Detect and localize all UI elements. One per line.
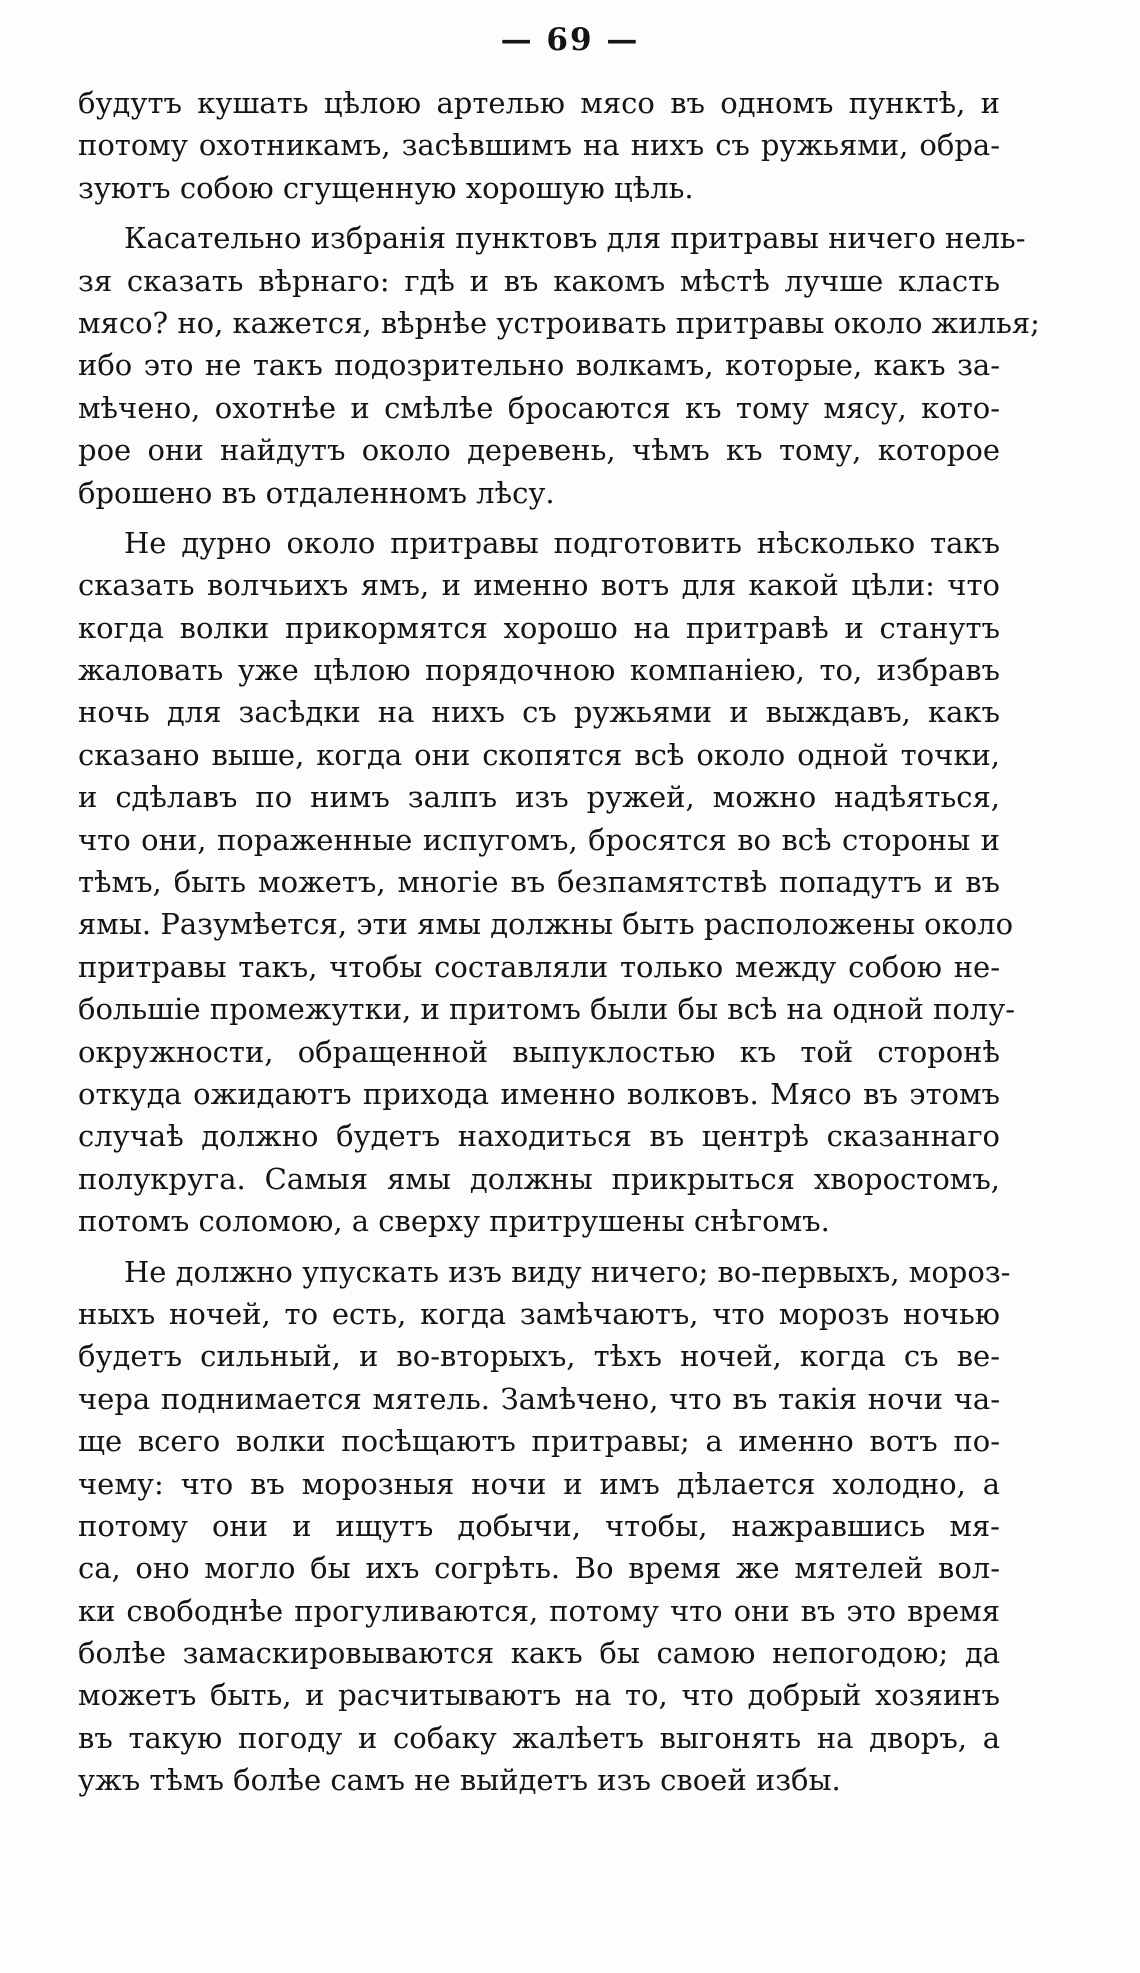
text-line: мѣчено, охотнѣе и смѣлѣе бросаются къ тому мясу, кото-	[78, 390, 1000, 425]
text-line: ще всего волки посѣщаютъ притравы; а именно вотъ по-	[78, 1424, 1000, 1459]
text-line: зя сказать вѣрнаго: гдѣ и въ какомъ мѣстѣ лучше класть	[78, 263, 1000, 298]
text-line: Не дурно около притравы подготовить нѣсколько такъ	[124, 525, 1000, 560]
text-line: чему: что въ морозныя ночи и имъ дѣлается холодно, а	[78, 1466, 1000, 1501]
text-line: чера поднимается мятель. Замѣчено, что въ такія ночи ча-	[78, 1381, 1000, 1416]
text-line: сказать волчьихъ ямъ, и именно вотъ для какой цѣли: что	[78, 568, 1000, 603]
text-line: рое они найдутъ около деревень, чѣмъ къ тому, которое	[78, 433, 1000, 468]
text-line: тѣмъ, быть можетъ, многіе въ безпамятствѣ попадутъ и въ	[78, 865, 1000, 900]
text-line: и сдѣлавъ по нимъ залпъ изъ ружей, можно надѣяться,	[78, 780, 1000, 815]
text-line: ужъ тѣмъ болѣе самъ не выйдетъ изъ своей избы.	[78, 1763, 841, 1798]
text-line: что они, пораженные испугомъ, бросятся во всѣ стороны и	[78, 822, 1000, 857]
paragraph	[78, 217, 1040, 514]
text-line: въ такую погоду и собаку жалѣетъ выгонять на дворъ, а	[78, 1720, 1000, 1755]
text-line: са, оно могло бы ихъ согрѣть. Во время же мятелей вол-	[78, 1551, 1000, 1586]
paragraph	[78, 522, 1016, 1243]
text-line: мясо? но, кажется, вѣрнѣе устроивать притравы около жилья;	[78, 305, 1040, 340]
text-line: ки свободнѣе прогуливаются, потому что они въ это время	[78, 1593, 1000, 1628]
text-line: Не должно упускать изъ виду ничего; во-первыхъ, мороз-	[124, 1254, 1011, 1289]
paragraph	[78, 82, 1000, 209]
text-line: будетъ сильный, и во-вторыхъ, тѣхъ ночей, когда съ ве-	[78, 1339, 1000, 1374]
text-line: Касательно избранія пунктовъ для притравы ничего нель-	[124, 221, 1026, 256]
text-line: ибо это не такъ подозрительно волкамъ, которые, какъ за-	[78, 348, 1000, 383]
text-line: жаловать уже цѣлою порядочною компаніею, то, избравъ	[78, 653, 1000, 688]
text-line: ямы. Разумѣется, эти ямы должны быть расположены около	[78, 907, 1014, 942]
text-line: ночь для засѣдки на нихъ съ ружьями и выждавъ, какъ	[78, 695, 1000, 730]
page-body	[78, 82, 1040, 1802]
text-line: случаѣ должно будетъ находиться въ центрѣ сказаннаго	[78, 1119, 1000, 1154]
text-line: потомъ соломою, а сверху притрушены снѣгомъ.	[78, 1204, 830, 1239]
text-line: ныхъ ночей, то есть, когда замѣчаютъ, что морозъ ночью	[78, 1296, 1000, 1331]
paragraph	[78, 1251, 1011, 1802]
text-line: откуда ожидаютъ прихода именно волковъ. Мясо въ этомъ	[78, 1076, 1000, 1111]
page-number: — 69 —	[500, 22, 640, 58]
text-line: когда волки прикормятся хорошо на притравѣ и станутъ	[78, 610, 1000, 645]
text-line: полукруга. Самыя ямы должны прикрыться хворостомъ,	[78, 1161, 1000, 1196]
text-line: притравы такъ, чтобы составляли только между собою не-	[78, 949, 1000, 984]
text-line: потому они и ищутъ добычи, чтобы, нажравшись мя-	[78, 1508, 1000, 1543]
text-line: большіе промежутки, и притомъ были бы всѣ на одной полу-	[78, 992, 1016, 1027]
text-line: окружности, обращенной выпуклостью къ той сторонѣ	[78, 1034, 1000, 1069]
text-line: будутъ кушать цѣлою артелью мясо въ одномъ пунктѣ, и	[78, 86, 1000, 120]
text-line: брошено въ отдаленномъ лѣсу.	[78, 475, 555, 510]
text-line: сказано выше, когда они скопятся всѣ около одной точки,	[78, 737, 1000, 772]
text-line: зуютъ собою сгущенную хорошую цѣль.	[78, 170, 694, 205]
text-line: потому охотникамъ, засѣвшимъ на нихъ съ ружьями, обра-	[78, 128, 1000, 163]
text-line: болѣе замаскировываются какъ бы самою непогодою; да	[78, 1636, 1000, 1671]
text-line: можетъ быть, и расчитываютъ на то, что добрый хозяинъ	[78, 1678, 1000, 1713]
